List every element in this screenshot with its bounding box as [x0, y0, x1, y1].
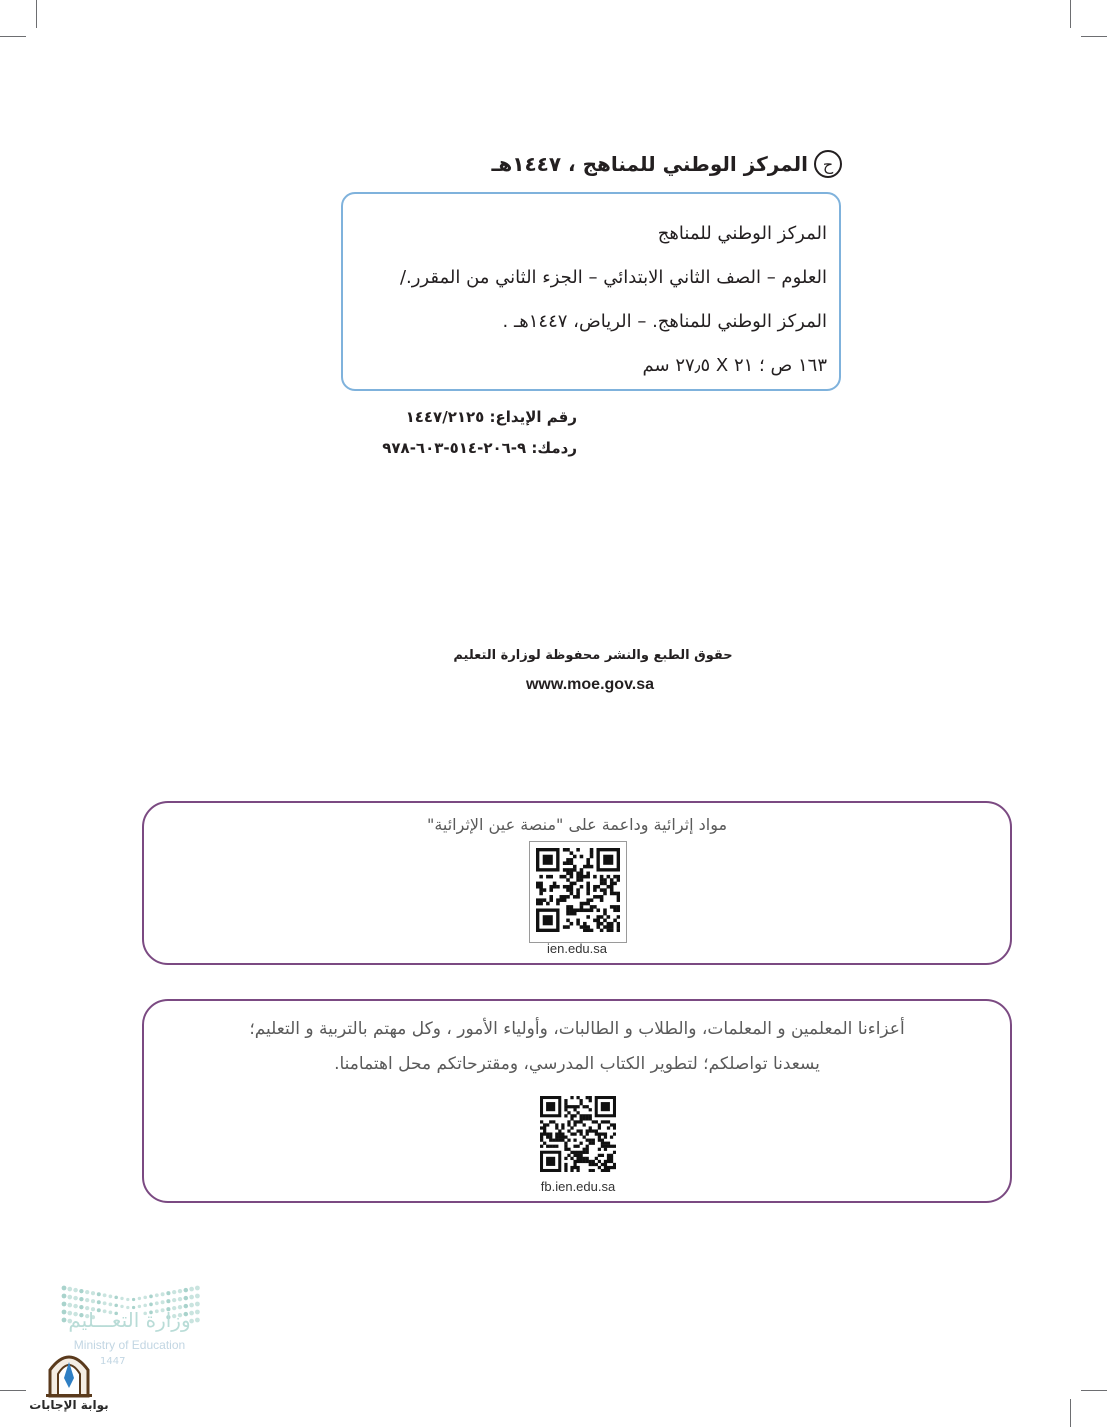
catalog-extent: ١٦٣ ص ؛ ٢١ X ٢٧٫٥ سم — [642, 355, 827, 376]
website-link[interactable]: www.moe.gov.sa — [525, 676, 655, 693]
isbn: ردمك: ٩-٢٠٦-٥١٤-٦٠٣-٩٧٨ — [382, 439, 577, 457]
crop-mark — [0, 36, 26, 37]
feedback-qr-label: fb.ien.edu.sa — [540, 1179, 616, 1194]
crop-mark — [1081, 36, 1107, 37]
feedback-line-2: يسعدنا تواصلكم؛ لتطوير الكتاب المدرسي، ومقترحاتكم محل اهتمامنا. — [334, 1054, 820, 1074]
portal-building-icon — [44, 1348, 94, 1398]
ien-panel — [142, 801, 1012, 965]
portal-label: بوابة الإجابات — [29, 1398, 109, 1412]
rights-notice: حقوق الطبع والنشر محفوظة لوزارة التعليم — [453, 648, 733, 663]
catalog-publisher: المركز الوطني للمناهج — [657, 223, 827, 244]
ien-heading: مواد إثرائية وداعمة على "منصة عين الإثرائية" — [426, 815, 728, 834]
copyright-line — [442, 150, 842, 178]
cataloging-box — [341, 192, 841, 391]
crop-mark — [1081, 1390, 1107, 1391]
catalog-imprint: المركز الوطني للمناهج. – الرياض، ١٤٤٧هـ . — [502, 311, 827, 332]
ministry-name-english: Ministry of Education — [73, 1338, 186, 1352]
catalog-title: العلوم – الصف الثاني الابتدائي – الجزء الثاني من المقرر./ — [399, 267, 827, 288]
ien-qr-code[interactable] — [529, 841, 627, 943]
ien-qr-label: ien.edu.sa — [547, 941, 607, 956]
ministry-name-arabic: وزارة التعـــليم — [68, 1308, 191, 1332]
copyright-symbol: ح — [814, 150, 842, 178]
crop-mark — [1070, 1399, 1071, 1427]
ministry-year: 1447 — [100, 1356, 126, 1367]
feedback-panel — [142, 999, 1012, 1203]
crop-mark — [1070, 0, 1071, 28]
feedback-line-1: أعزاءنا المعلمين و المعلمات، والطلاب و الطالبات، وأولياء الأمور ، وكل مهتم بالتربية و التعليم؛ — [249, 1019, 905, 1039]
crop-mark — [36, 0, 37, 28]
crop-mark — [0, 1390, 26, 1391]
feedback-qr-code[interactable] — [540, 1096, 616, 1176]
copyright-text: المركز الوطني للمناهج ، ١٤٤٧هـ — [491, 152, 808, 176]
deposit-number: رقم الإيداع: ١٤٤٧/٢١٢٥ — [405, 408, 577, 426]
